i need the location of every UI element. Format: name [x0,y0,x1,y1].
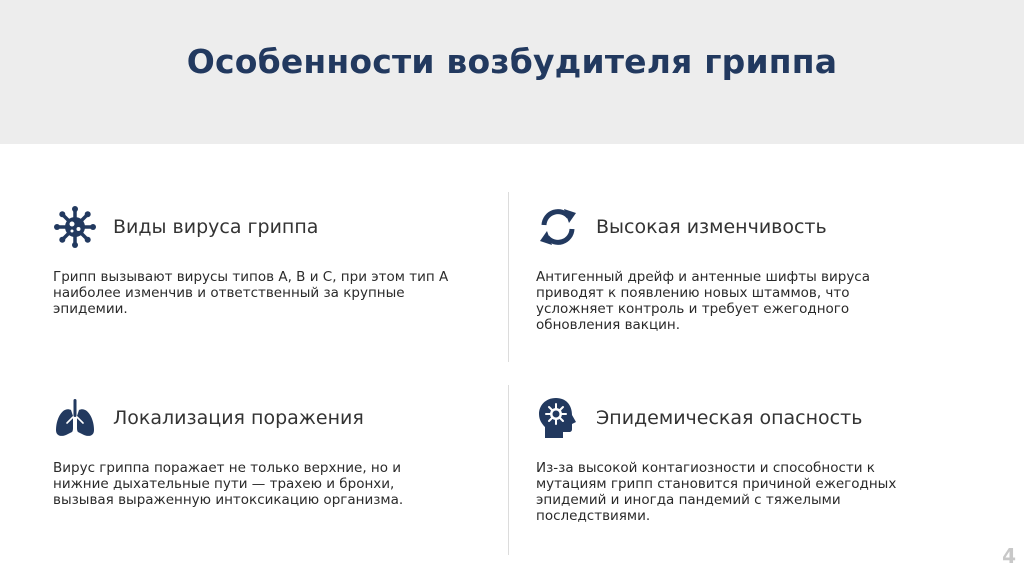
card-virus-types [53,205,473,317]
slide-header [0,0,1024,144]
lungs-icon [53,396,97,440]
card-text: Грипп вызывают вирусы типов A, B и C, при этом тип A наиболее изменчив и ответственный за крупные эпидемии. [53,269,449,317]
virus-icon [53,205,97,249]
card-title: Локализация поражения [113,407,364,429]
card-text: Из-за высокой контагиозности и способности к мутациям грипп становится причиной ежегодных эпидемий и иногда пандемий с тяжелыми последствиями. [536,460,897,524]
slide-title: Особенности возбудителя гриппа [186,42,838,81]
card-lesion-location [53,396,453,508]
card-text: Вирус гриппа поражает не только верхние, но и нижние дыхательные пути — трахею и бронхи, вызывая выраженную интоксикацию организма. [53,460,404,508]
card-text: Антигенный дрейф и антенные шифты вируса приводят к появлению новых штаммов, что усложняет контроль и требует ежегодного обновления вакцин. [536,269,870,333]
refresh-cycle-icon [536,205,580,249]
card-title: Виды вируса гриппа [113,216,319,238]
column-divider-bottom [508,385,509,555]
card-title: Эпидемическая опасность [596,407,863,429]
page-number: 4 [1002,544,1016,568]
card-title: Высокая изменчивость [596,216,827,238]
head-virus-icon [536,396,580,440]
card-high-variability [536,205,916,333]
column-divider-top [508,192,509,362]
card-epidemic-danger [536,396,936,524]
